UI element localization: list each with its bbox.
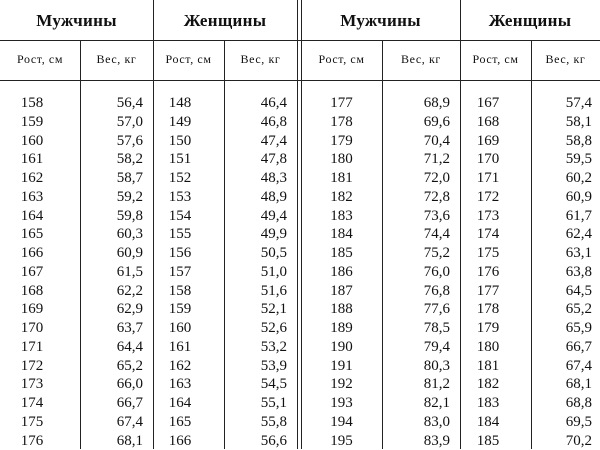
cell-height: 155 (156, 225, 204, 243)
cell-weight: 76,0 (382, 263, 450, 281)
cell-weight: 57,4 (531, 94, 592, 112)
cell-height: 170 (4, 319, 60, 337)
cell-height: 165 (4, 225, 60, 243)
cell-height: 162 (4, 169, 60, 187)
table-row (0, 338, 600, 357)
cell-weight: 70,4 (382, 132, 450, 150)
cell-weight: 52,1 (224, 300, 287, 318)
col-header-weight: Вес, кг (224, 44, 297, 74)
cell-weight: 68,8 (531, 394, 592, 412)
cell-height: 164 (4, 207, 60, 225)
col-header-weight: Вес, кг (80, 44, 153, 74)
cell-height: 169 (462, 132, 514, 150)
cell-weight: 79,4 (382, 338, 450, 356)
cell-weight: 49,9 (224, 225, 287, 243)
cell-weight: 48,9 (224, 188, 287, 206)
cell-weight: 58,1 (531, 113, 592, 131)
header-rule-bottom (0, 80, 600, 81)
cell-weight: 56,6 (224, 432, 287, 450)
cell-weight: 68,9 (382, 94, 450, 112)
cell-height: 173 (4, 375, 60, 393)
cell-weight: 56,4 (80, 94, 143, 112)
cell-weight: 83,0 (382, 413, 450, 431)
cell-weight: 53,2 (224, 338, 287, 356)
cell-height: 165 (156, 413, 204, 431)
cell-weight: 66,0 (80, 375, 143, 393)
cell-weight: 59,8 (80, 207, 143, 225)
cell-weight: 47,4 (224, 132, 287, 150)
cell-weight: 66,7 (80, 394, 143, 412)
table-row (0, 207, 600, 226)
cell-height: 180 (462, 338, 514, 356)
group-header-women-2: Женщины (460, 6, 600, 36)
cell-height: 178 (301, 113, 382, 131)
cell-weight: 68,1 (80, 432, 143, 450)
cell-height: 158 (4, 94, 60, 112)
cell-weight: 65,2 (80, 357, 143, 375)
group-header-men-2: Мужчины (301, 6, 460, 36)
cell-height: 159 (156, 300, 204, 318)
cell-height: 170 (462, 150, 514, 168)
cell-weight: 62,9 (80, 300, 143, 318)
cell-weight: 71,2 (382, 150, 450, 168)
table-row (0, 225, 600, 244)
cell-weight: 46,4 (224, 94, 287, 112)
cell-height: 151 (156, 150, 204, 168)
cell-weight: 51,6 (224, 282, 287, 300)
cell-weight: 62,2 (80, 282, 143, 300)
cell-weight: 73,6 (382, 207, 450, 225)
cell-height: 160 (4, 132, 60, 150)
cell-height: 195 (301, 432, 382, 450)
cell-weight: 51,0 (224, 263, 287, 281)
cell-height: 154 (156, 207, 204, 225)
cell-weight: 65,9 (531, 319, 592, 337)
cell-height: 168 (4, 282, 60, 300)
cell-weight: 55,8 (224, 413, 287, 431)
cell-height: 162 (156, 357, 204, 375)
cell-weight: 64,4 (80, 338, 143, 356)
table-row (0, 413, 600, 432)
cell-height: 149 (156, 113, 204, 131)
cell-height: 186 (301, 263, 382, 281)
cell-height: 156 (156, 244, 204, 262)
cell-weight: 63,1 (531, 244, 592, 262)
cell-weight: 59,2 (80, 188, 143, 206)
cell-weight: 68,1 (531, 375, 592, 393)
cell-weight: 58,7 (80, 169, 143, 187)
cell-weight: 72,8 (382, 188, 450, 206)
col-header-weight: Вес, кг (382, 44, 460, 74)
cell-height: 185 (301, 244, 382, 262)
cell-height: 184 (462, 413, 514, 431)
cell-height: 188 (301, 300, 382, 318)
cell-weight: 54,5 (224, 375, 287, 393)
cell-height: 157 (156, 263, 204, 281)
cell-height: 182 (462, 375, 514, 393)
cell-height: 168 (462, 113, 514, 131)
cell-height: 148 (156, 94, 204, 112)
table-row (0, 132, 600, 151)
cell-height: 152 (156, 169, 204, 187)
cell-weight: 78,5 (382, 319, 450, 337)
cell-height: 153 (156, 188, 204, 206)
cell-height: 161 (156, 338, 204, 356)
col-header-height: Рост, см (0, 44, 80, 74)
cell-height: 179 (462, 319, 514, 337)
cell-height: 173 (462, 207, 514, 225)
cell-weight: 48,3 (224, 169, 287, 187)
cell-height: 191 (301, 357, 382, 375)
cell-height: 180 (301, 150, 382, 168)
cell-height: 163 (156, 375, 204, 393)
table-row (0, 169, 600, 188)
cell-weight: 69,6 (382, 113, 450, 131)
cell-height: 172 (462, 188, 514, 206)
cell-height: 182 (301, 188, 382, 206)
cell-height: 167 (4, 263, 60, 281)
cell-height: 183 (462, 394, 514, 412)
cell-height: 181 (462, 357, 514, 375)
cell-height: 176 (4, 432, 60, 450)
col-header-height: Рост, см (460, 44, 531, 74)
cell-weight: 69,5 (531, 413, 592, 431)
table-row (0, 94, 600, 113)
cell-weight: 63,8 (531, 263, 592, 281)
cell-weight: 60,3 (80, 225, 143, 243)
cell-weight: 60,9 (80, 244, 143, 262)
cell-weight: 60,9 (531, 188, 592, 206)
cell-height: 167 (462, 94, 514, 112)
cell-weight: 67,4 (531, 357, 592, 375)
cell-height: 193 (301, 394, 382, 412)
cell-weight: 58,8 (531, 132, 592, 150)
cell-weight: 61,5 (80, 263, 143, 281)
cell-height: 177 (462, 282, 514, 300)
header-rule-top (0, 40, 600, 41)
cell-height: 179 (301, 132, 382, 150)
cell-weight: 63,7 (80, 319, 143, 337)
cell-height: 161 (4, 150, 60, 168)
cell-weight: 52,6 (224, 319, 287, 337)
cell-weight: 60,2 (531, 169, 592, 187)
table-row (0, 357, 600, 376)
cell-weight: 75,2 (382, 244, 450, 262)
cell-height: 172 (4, 357, 60, 375)
cell-weight: 57,6 (80, 132, 143, 150)
cell-height: 178 (462, 300, 514, 318)
cell-weight: 47,8 (224, 150, 287, 168)
table-row (0, 432, 600, 450)
cell-height: 175 (462, 244, 514, 262)
cell-height: 166 (156, 432, 204, 450)
cell-height: 166 (4, 244, 60, 262)
table-row (0, 375, 600, 394)
cell-weight: 58,2 (80, 150, 143, 168)
cell-weight: 65,2 (531, 300, 592, 318)
table-row (0, 263, 600, 282)
cell-weight: 50,5 (224, 244, 287, 262)
cell-weight: 70,2 (531, 432, 592, 450)
cell-height: 160 (156, 319, 204, 337)
cell-weight: 83,9 (382, 432, 450, 450)
cell-height: 177 (301, 94, 382, 112)
cell-height: 194 (301, 413, 382, 431)
cell-weight: 72,0 (382, 169, 450, 187)
table-row (0, 394, 600, 413)
cell-height: 159 (4, 113, 60, 131)
cell-weight: 62,4 (531, 225, 592, 243)
cell-weight: 64,5 (531, 282, 592, 300)
cell-weight: 81,2 (382, 375, 450, 393)
cell-weight: 77,6 (382, 300, 450, 318)
table-row (0, 282, 600, 301)
cell-height: 174 (4, 394, 60, 412)
table-row (0, 300, 600, 319)
cell-height: 183 (301, 207, 382, 225)
cell-height: 181 (301, 169, 382, 187)
group-header-men-1: Мужчины (0, 6, 153, 36)
cell-weight: 76,8 (382, 282, 450, 300)
cell-height: 163 (4, 188, 60, 206)
cell-weight: 57,0 (80, 113, 143, 131)
table-row (0, 150, 600, 169)
cell-weight: 55,1 (224, 394, 287, 412)
cell-height: 169 (4, 300, 60, 318)
cell-height: 185 (462, 432, 514, 450)
cell-weight: 66,7 (531, 338, 592, 356)
table-row (0, 188, 600, 207)
cell-height: 176 (462, 263, 514, 281)
cell-height: 164 (156, 394, 204, 412)
cell-height: 190 (301, 338, 382, 356)
table-row (0, 113, 600, 132)
cell-height: 192 (301, 375, 382, 393)
cell-weight: 74,4 (382, 225, 450, 243)
cell-weight: 59,5 (531, 150, 592, 168)
cell-height: 187 (301, 282, 382, 300)
cell-height: 171 (462, 169, 514, 187)
col-header-weight: Вес, кг (531, 44, 600, 74)
cell-weight: 82,1 (382, 394, 450, 412)
cell-height: 184 (301, 225, 382, 243)
group-header-women-1: Женщины (153, 6, 297, 36)
cell-height: 171 (4, 338, 60, 356)
cell-height: 189 (301, 319, 382, 337)
cell-height: 175 (4, 413, 60, 431)
cell-weight: 46,8 (224, 113, 287, 131)
cell-weight: 53,9 (224, 357, 287, 375)
table-row (0, 319, 600, 338)
cell-weight: 49,4 (224, 207, 287, 225)
col-header-height: Рост, см (301, 44, 382, 74)
cell-height: 150 (156, 132, 204, 150)
cell-weight: 61,7 (531, 207, 592, 225)
col-header-height: Рост, см (153, 44, 224, 74)
table-row (0, 244, 600, 263)
cell-height: 158 (156, 282, 204, 300)
cell-weight: 80,3 (382, 357, 450, 375)
cell-height: 174 (462, 225, 514, 243)
cell-weight: 67,4 (80, 413, 143, 431)
